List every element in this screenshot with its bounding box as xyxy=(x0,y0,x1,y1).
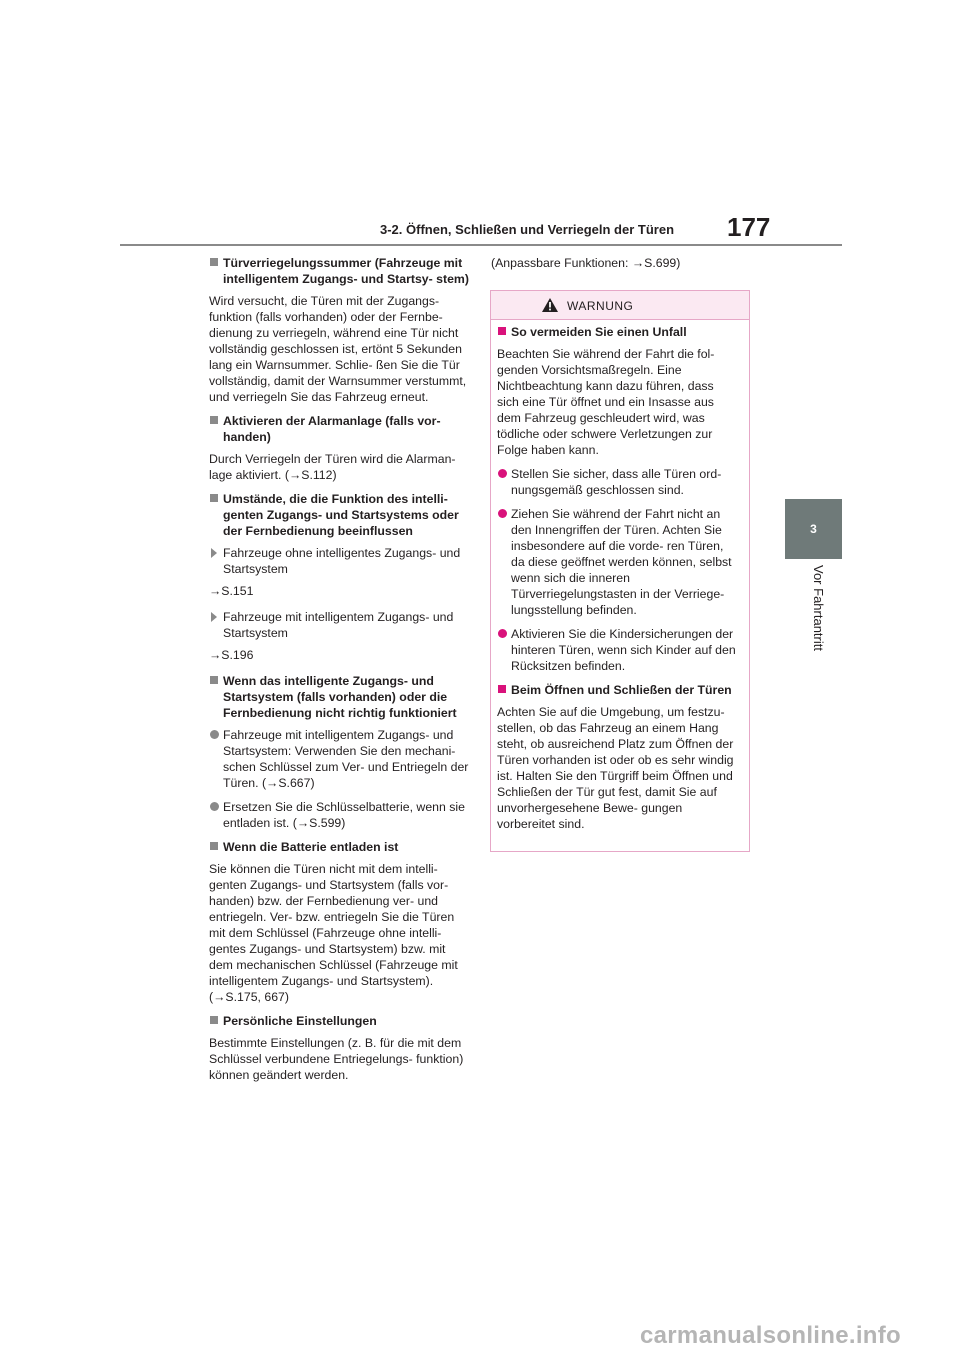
bullet-item: Ersetzen Sie die Schlüsselbatterie, wenn sie entladen ist. (→S.599) xyxy=(209,799,469,831)
list-item: Fahrzeuge mit intelligentem Zugangs- und Startsystem xyxy=(209,609,469,641)
warning-header xyxy=(491,291,749,320)
warning-paragraph: Beachten Sie während der Fahrt die fol- genden Vorsichtsmaßregeln. Eine Nichtbeachtung kann dazu führen, dass sich eine Tür öffnet und ein Insasse aus dem Fahrzeug geschleudert wird, was tödliche oder schwere Verletzungen zur Folge haben kann. xyxy=(497,347,715,457)
heading-battery: Wenn die Batterie entladen ist xyxy=(209,839,469,855)
heading-door-lock-buzzer: Türverriegelungssummer (Fahrzeuge mit intelligentem Zugangs- und Startsy- stem) xyxy=(209,255,469,287)
warning-triangle-icon xyxy=(541,297,559,318)
warning-bullet: Aktivieren Sie die Kindersicherungen der hinteren Türen, wenn sich Kinder auf den Rücksitzen befinden. xyxy=(497,626,737,674)
paragraph-personal-settings: Bestimmte Einstellungen (z. B. für die mit dem Schlüssel verbundene Entriegelungs- funktion) können geändert werden. xyxy=(209,1036,464,1082)
warning-bullet: Stellen Sie sicher, dass alle Türen ord- nungsgemäß geschlossen sind. xyxy=(497,466,737,498)
heading-personal-settings: Persönliche Einstellungen xyxy=(209,1013,469,1029)
heading-alarm: Aktivieren der Alarmanlage (falls vor- handen) xyxy=(209,413,469,445)
bullet-item: Fahrzeuge mit intelligentem Zugangs- und Startsystem: Verwenden Sie den mechani- schen Schlüssel zum Ver- und Entriegeln der Türen. (→S.667) xyxy=(209,727,469,791)
watermark: carmanualsonline.info xyxy=(640,1322,902,1349)
warning-bullet: Ziehen Sie während der Fahrt nicht an den Innengriffen der Türen. Achten Sie insbesondere auf die vorde- ren Türen, da diese geöffnet werden können, selbst wenn sich die inneren Türverriegelungstasten in der Verriege- lungsstellung befinden. xyxy=(497,506,737,618)
left-column xyxy=(209,255,469,1091)
warning-heading-doors: Beim Öffnen und Schließen der Türen xyxy=(497,682,737,698)
warning-box xyxy=(490,290,750,852)
customizable-functions-ref: (Anpassbare Funktionen: →S.699) xyxy=(491,256,681,270)
section-title: 3-2. Öffnen, Schließen und Verriegeln der Türen xyxy=(380,222,675,237)
paragraph-door-lock-buzzer: Wird versucht, die Türen mit der Zugangs- funktion (falls vorhanden) oder der Fernbe- dienung zu verriegeln, während eine Tür nicht vollständig geschlossen ist, ertönt 5 Sekunden lang ein Warnsummer. Schlie- ßen Sie die Tür vollständig, damit der Warnsummer verstummt, und verriegeln Sie das Fahrzeug erneut. xyxy=(209,294,467,404)
warning-heading-accident: So vermeiden Sie einen Unfall xyxy=(497,324,737,340)
warning-body xyxy=(497,324,737,840)
paragraph-alarm: Durch Verriegeln der Türen wird die Alarman- lage aktiviert. (→S.112) xyxy=(209,452,456,482)
right-column xyxy=(491,255,751,279)
page-reference: →S.151 xyxy=(209,584,254,598)
chapter-tab: 3 xyxy=(785,499,842,559)
heading-circumstances: Umstände, die die Funktion des intelli- genten Zugangs- und Startsystems oder der Fernbedienung beeinflussen xyxy=(209,491,469,539)
heading-malfunction: Wenn das intelligente Zugangs- und Startsystem (falls vorhanden) oder die Fernbedienung nicht richtig funktioniert xyxy=(209,673,469,721)
page-number: 177 xyxy=(727,212,771,242)
page-reference: →S.196 xyxy=(209,648,254,662)
list-item: Fahrzeuge ohne intelligentes Zugangs- und Startsystem xyxy=(209,545,469,577)
header-divider xyxy=(120,244,842,246)
warning-title: WARNUNG xyxy=(567,299,634,313)
paragraph-battery: Sie können die Türen nicht mit dem intelli- genten Zugangs- und Startsystem (falls vor- handen) bzw. der Fernbedienung ver- und entriegeln. Ver- bzw. entriegeln Sie die Türen mit dem Schlüssel (Fahrzeuge ohne intelli- gentes Zugangs- und Startsystem) bzw. mit dem mechanischen Schlüssel (Fahrzeuge mit intelligentem Zugangs- und Startsystem). (→S.175, 667) xyxy=(209,862,458,1004)
warning-paragraph: Achten Sie auf die Umgebung, um festzu- stellen, ob das Fahrzeug an einem Hang steht, ob ausreichend Platz zum Öffnen der Türen vorhanden ist oder ob es sehr windig ist. Halten Sie den Türgriff beim Öffnen und Schließen der Tür gut fest, damit Sie auf unvorhergesehene Bewe- gungen vorbereitet sind. xyxy=(497,705,734,831)
chapter-side-label: Vor Fahrtantritt xyxy=(811,565,826,651)
